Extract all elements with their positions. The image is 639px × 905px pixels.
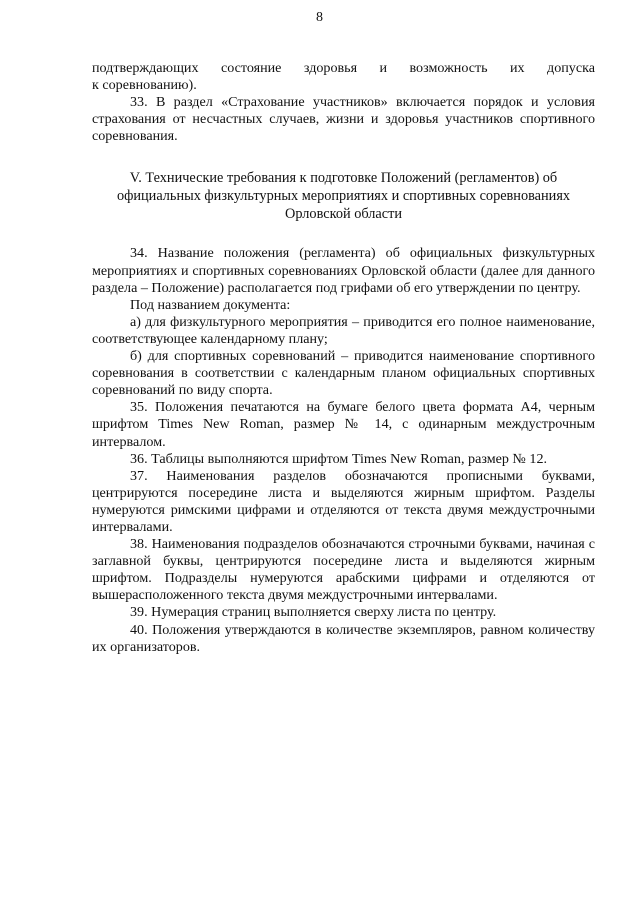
paragraph-35: 35. Положения печатаются на бумаге белого цвета формата А4, черным шрифтом Times New Roman, размер № 14, с одинарным междустрочным интервалом. <box>92 399 595 450</box>
spacer <box>92 145 595 169</box>
paragraph-continuation-line: подтверждающих состояние здоровья и возможность их допуска <box>92 60 595 76</box>
paragraph-36: 36. Таблицы выполняются шрифтом Times New Roman, размер № 12. <box>130 450 548 467</box>
paragraph-38: 38. Наименования подразделов обозначаются строчными буквами, начиная с заглавной буквы, центрируются посередине листа и выделяются жирным шрифтом. Подразделы нумеруются арабскими цифрами и отделяются от вышерасположенного текста двумя междустрочными интервалами. <box>92 536 595 604</box>
paragraph-40: 40. Положения утверждаются в количестве экземпляров, равном количеству их организаторов. <box>92 621 595 655</box>
paragraph-continuation-end: к соревнованию). <box>92 77 197 94</box>
paragraph-37: 37. Наименования разделов обозначаются прописными буквами, центрируются посередине листа и выделяются жирным шрифтом. Разделы нумеруются римскими цифрами и отделяются от текста двумя междустрочными интервалами. <box>92 467 595 535</box>
paragraph-34: 34. Название положения (регламента) об официальных физкультурных мероприятиях и спортивных соревнованиях Орловской области (далее для данного раздела – Положение) располагается под грифами об его утверждении по центру. <box>92 245 595 296</box>
list-item-b: б) для спортивных соревнований – приводится наименование спортивного соревнования в соответствии с календарным планом официальных спортивных соревнований по виду спорта. <box>92 348 595 399</box>
paragraph-33: 33. В раздел «Страхование участников» включается порядок и условия страхования от несчастных случаев, жизни и здоровья участников спортивного соревнования. <box>92 94 595 145</box>
list-item-a: а) для физкультурного мероприятия – приводится его полное наименование, соответствующее календарному плану; <box>92 313 595 347</box>
document-body <box>92 60 595 656</box>
spacer <box>92 223 595 245</box>
page-number: 8 <box>316 10 323 25</box>
paragraph-39: 39. Нумерация страниц выполняется сверху листа по центру. <box>130 604 497 621</box>
paragraph-under-title: Под названием документа: <box>130 296 291 313</box>
section-heading: V. Технические требования к подготовке Положений (регламентов) об официальных физкультурных мероприятиях и спортивных соревнованиях Орловской области <box>116 170 571 223</box>
